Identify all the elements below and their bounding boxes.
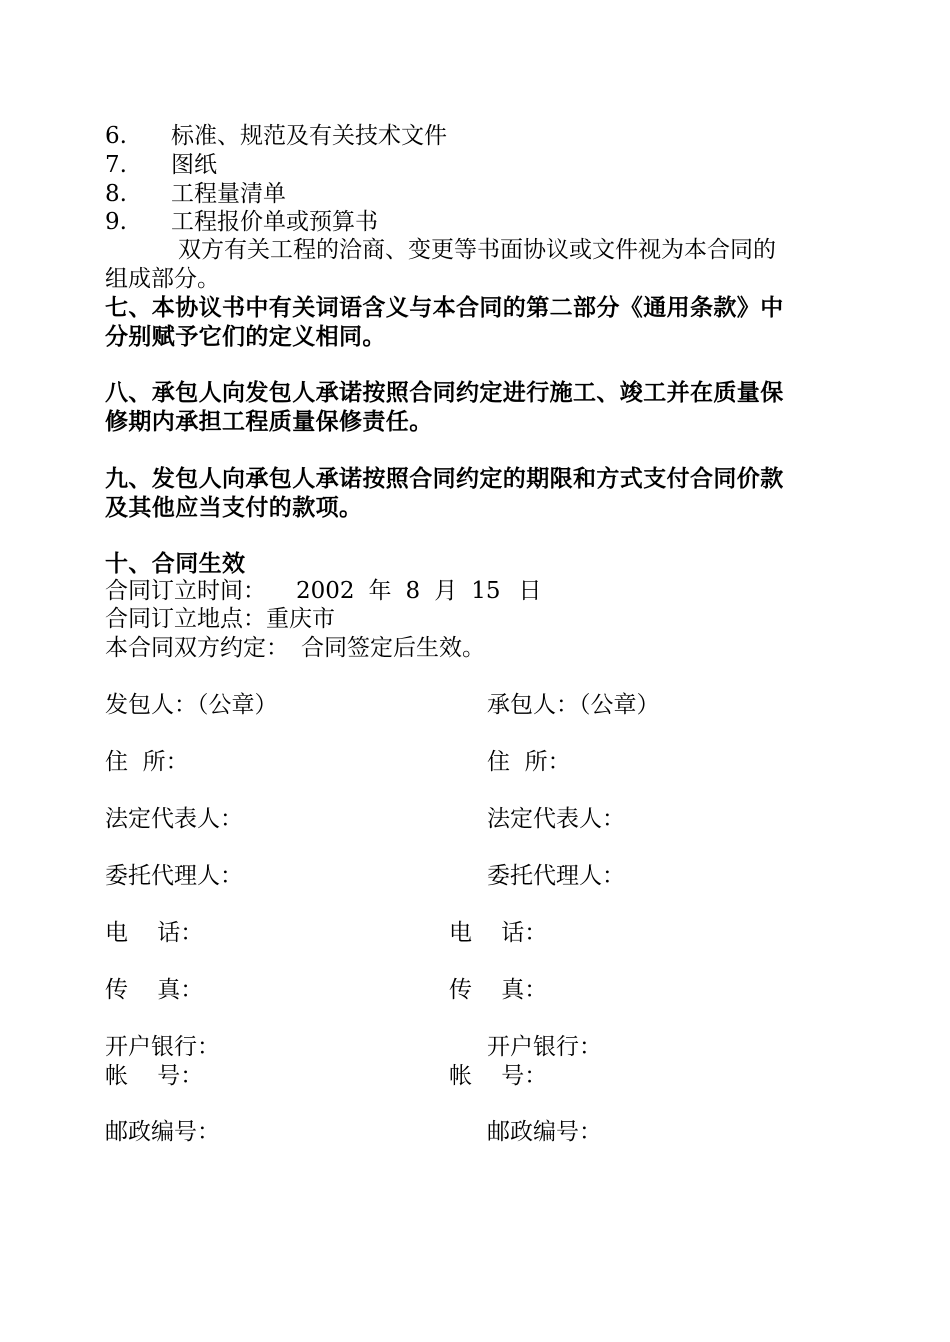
contract-date-line bbox=[105, 577, 541, 605]
list-item bbox=[105, 122, 447, 150]
list-item-text: 工程量清单 bbox=[171, 181, 286, 207]
list-item bbox=[105, 180, 286, 208]
list-item bbox=[105, 151, 217, 179]
contract-date-label: 合同订立时间： bbox=[105, 578, 266, 604]
effective-agreement-line bbox=[105, 634, 485, 662]
composition-paragraph-line-1: 双方有关工程的洽商、变更等书面协议或文件视为本合同的 bbox=[178, 237, 776, 263]
employer-phone: 电 话： bbox=[105, 920, 204, 946]
employer-address: 住 所： bbox=[105, 749, 189, 775]
list-item-number: 8. bbox=[105, 181, 127, 207]
clause-10-title: 十、合同生效 bbox=[105, 550, 246, 577]
day-unit: 日 bbox=[518, 578, 542, 604]
list-item-text: 标准、规范及有关技术文件 bbox=[171, 123, 447, 149]
list-item-text: 工程报价单或预算书 bbox=[171, 209, 378, 235]
composition-paragraph-line-2: 组成部分。 bbox=[105, 266, 220, 292]
list-item-number: 6. bbox=[105, 123, 127, 149]
contractor-fax: 传 真： bbox=[449, 977, 548, 1003]
employer-postcode: 邮政编号： bbox=[105, 1119, 220, 1145]
contractor-address: 住 所： bbox=[487, 749, 571, 775]
contractor-account: 帐 号： bbox=[449, 1063, 548, 1089]
contractor-bank: 开户银行： bbox=[487, 1034, 602, 1060]
clause-7-line-2: 分别赋予它们的定义相同。 bbox=[105, 323, 386, 350]
employer-party: 发包人：（公章） bbox=[105, 692, 278, 718]
list-item-number: 9. bbox=[105, 209, 127, 235]
employer-legal-rep: 法定代表人： bbox=[105, 806, 243, 832]
list-item bbox=[105, 208, 378, 236]
contract-day: 15 bbox=[471, 578, 501, 604]
clause-9-line-1: 九、发包人向承包人承诺按照合同约定的期限和方式支付合同价款 bbox=[105, 465, 784, 492]
contract-year: 2002 bbox=[296, 578, 355, 604]
clause-8-line-2: 修期内承担工程质量保修责任。 bbox=[105, 408, 433, 435]
contractor-postcode: 邮政编号： bbox=[487, 1119, 602, 1145]
employer-account: 帐 号： bbox=[105, 1063, 204, 1089]
effective-agreement-value: 合同签定后生效。 bbox=[301, 635, 485, 661]
clause-7-line-1: 七、本协议书中有关词语含义与本合同的第二部分《通用条款》中 bbox=[105, 294, 784, 321]
list-item-number: 7. bbox=[105, 152, 127, 178]
contractor-agent: 委托代理人： bbox=[487, 863, 625, 889]
employer-agent: 委托代理人： bbox=[105, 863, 243, 889]
month-unit: 月 bbox=[434, 578, 458, 604]
contract-place: 合同订立地点：重庆市 bbox=[105, 606, 335, 632]
contractor-party: 承包人：（公章） bbox=[487, 692, 660, 718]
contract-month: 8 bbox=[405, 578, 421, 604]
list-item-text: 图纸 bbox=[171, 152, 217, 178]
contractor-phone: 电 话： bbox=[449, 920, 548, 946]
employer-fax: 传 真： bbox=[105, 977, 204, 1003]
contractor-legal-rep: 法定代表人： bbox=[487, 806, 625, 832]
clause-9-line-2: 及其他应当支付的款项。 bbox=[105, 494, 363, 521]
effective-agreement-label: 本合同双方约定： bbox=[105, 635, 289, 661]
year-unit: 年 bbox=[368, 578, 392, 604]
employer-bank: 开户银行： bbox=[105, 1034, 220, 1060]
clause-8-line-1: 八、承包人向发包人承诺按照合同约定进行施工、竣工并在质量保 bbox=[105, 379, 784, 406]
